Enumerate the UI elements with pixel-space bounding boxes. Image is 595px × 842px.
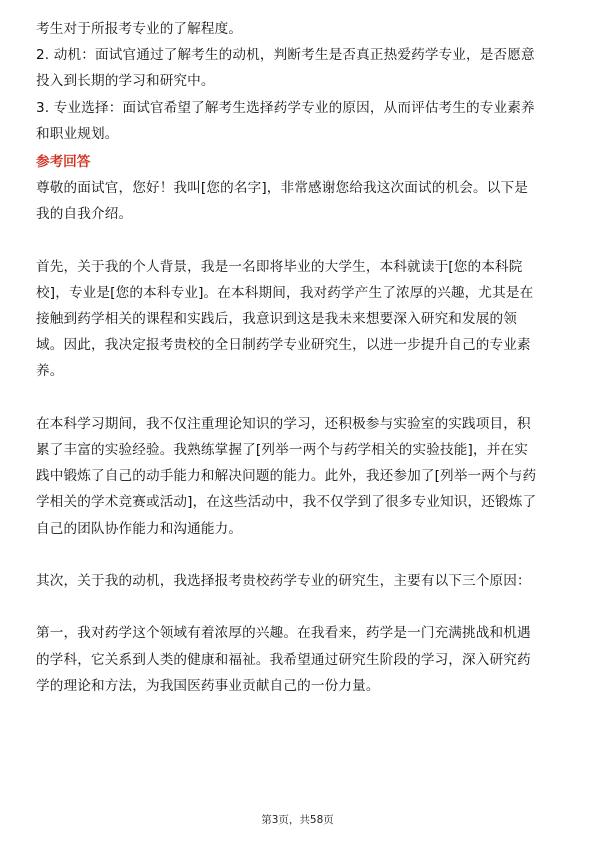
text-line: 累了丰富的实验经验。我熟练掌握了[列举一两个与药学相关的实验技能]，并在实: [36, 442, 528, 458]
text-line: 校]，专业是[您的本科专业]。在本科期间，我对药学产生了浓厚的兴趣，尤其是在: [36, 284, 534, 301]
background-paragraph: [36, 254, 560, 385]
page-content: [36, 16, 560, 699]
text-line: 首先，关于我的个人背景，我是一名即将毕业的大学生，本科就读于[您的本科院: [36, 258, 523, 275]
text-line: 考生对于所报考专业的了解程度。: [36, 21, 243, 37]
text-line: 第一，我对药学这个领域有着浓厚的兴趣。在我看来，药学是一门充满挑战和机遇: [36, 625, 531, 642]
paragraph-gap: [36, 385, 560, 411]
text-line: 学的理论和方法，为我国医药事业贡献自己的一份力量。: [36, 677, 380, 694]
text-line: 其次，关于我的动机，我选择报考贵校药学专业的研究生，主要有以下三个原因：: [36, 572, 531, 589]
text-line: 践中锻炼了自己的动手能力和解决问题的能力。此外，我还参加了[列举一两个与药: [36, 468, 537, 485]
motivation-paragraph: [36, 568, 560, 594]
text-line: 在本科学习期间，我不仅注重理论知识的学习，还积极参与实验室的实践项目，积: [36, 415, 531, 432]
point-3-paragraph: [36, 95, 560, 147]
paragraph-gap: [36, 542, 560, 568]
text-line: 养。: [36, 363, 64, 380]
reference-answer-heading: 参考回答: [36, 153, 91, 170]
text-line: 域。因此，我决定报考贵校的全日制药学专业研究生，以进一步提升自己的专业素: [36, 337, 531, 354]
text-line: 学相关的学术竞赛或活动]，在这些活动中，我不仅学到了很多专业知识，还锻炼了: [36, 494, 537, 511]
text-line: 投入到长期的学习和研究中。: [36, 73, 215, 90]
text-line: 接触到药学相关的课程和实践后，我意识到这是我未来想要深入研究和发展的领: [36, 311, 518, 328]
reason-1-paragraph: [36, 620, 560, 699]
text-line: 2. 动机：面试官通过了解考生的动机，判断考生是否真正热爱药学专业，是否愿意: [36, 47, 535, 64]
intro-tail-paragraph: [36, 16, 560, 42]
text-line: 我的自我介绍。: [36, 206, 133, 223]
paragraph-gap: [36, 228, 560, 254]
text-line: 3. 专业选择：面试官希望了解考生选择药学专业的原因，从而评估考生的专业素养: [36, 99, 535, 116]
text-line: 尊敬的面试官，您好！我叫[您的名字]，非常感谢您给我这次面试的机会。以下是: [36, 180, 528, 197]
undergrad-study-paragraph: [36, 411, 560, 542]
text-line: 和职业规划。: [36, 125, 119, 142]
paragraph-gap: [36, 594, 560, 620]
page-number-footer: 第3页，共58页: [261, 814, 334, 826]
point-2-paragraph: [36, 42, 560, 94]
text-line: 的学科，它关系到人类的健康和福祉。我希望通过研究生阶段的学习，深入研究药: [36, 651, 531, 668]
greeting-paragraph: [36, 175, 560, 227]
text-line: 自己的团队协作能力和沟通能力。: [36, 520, 243, 537]
